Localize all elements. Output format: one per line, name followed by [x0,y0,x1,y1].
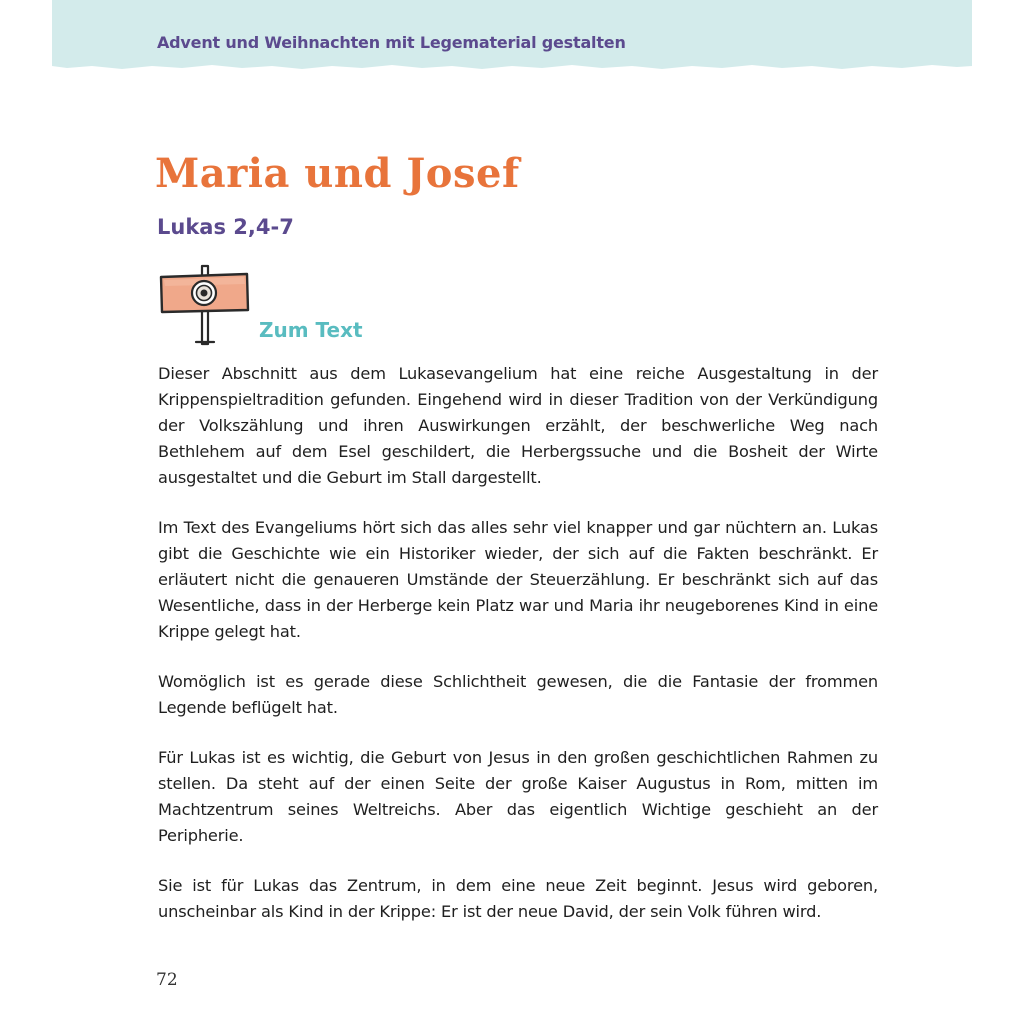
bible-reference: Lukas 2,4-7 [157,215,294,239]
page-title: Maria und Josef [155,150,520,197]
paragraph: Womöglich ist es gerade diese Schlichtheit gewesen, die die Fantasie der frommen Legende beflügelt hat. [158,672,878,717]
signpost-target-icon [156,264,252,346]
running-header: Advent und Weihnachten mit Legematerial gestalten [157,33,626,52]
page-number: 72 [156,970,178,990]
paragraph: Sie ist für Lukas das Zentrum, in dem eine neue Zeit beginnt. Jesus wird geboren, unscheinbar als Kind in der Krippe: Er ist der neue David, der sein Volk führen wird. [158,876,878,921]
paragraph: Im Text des Evangeliums hört sich das alles sehr viel knapper und gar nüchtern an. Lukas gibt die Geschichte wie ein Historiker wieder, der sich auf die Fakten beschränkt. Er erläutert nicht die genaueren Umstände der Steuerzählung. Er beschränkt sich auf das Wesentliche, dass in der Herberge kein Platz war und Maria ihr neugeborenes Kind in eine Krippe gelegt hat. [158,518,878,641]
body-text [158,361,878,949]
paragraph: Für Lukas ist es wichtig, die Geburt von Jesus in den großen geschichtlichen Rahmen zu stellen. Da steht auf der einen Seite der große Kaiser Augustus in Rom, mitten im Machtzentrum seines Weltreichs. Aber das eigentlich Wichtige geschieht an der Peripherie. [158,748,878,845]
paragraph: Dieser Abschnitt aus dem Lukasevangelium hat eine reiche Ausgestaltung in der Krippenspieltradition gefunden. Eingehend wird in dieser Tradition von der Verkündigung der Volkszählung und ihren Auswirkungen erzählt, der beschwerliche Weg nach Bethlehem auf dem Esel geschildert, die Herbergssuche und die Bosheit der Wirte ausgestaltet und die Geburt im Stall dargestellt. [158,364,878,487]
section-heading-zum-text: Zum Text [259,318,363,342]
